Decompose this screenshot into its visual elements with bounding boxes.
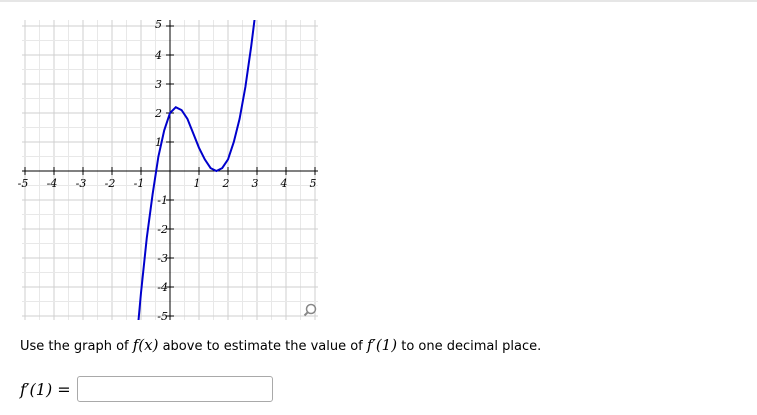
y-tick-label: 2 bbox=[155, 107, 162, 120]
y-tick-label: 1 bbox=[155, 136, 162, 149]
y-tick-label: -3 bbox=[157, 252, 168, 265]
x-tick-label: -1 bbox=[133, 177, 145, 190]
x-tick-label: 1 bbox=[193, 177, 201, 190]
y-tick-label: -1 bbox=[157, 194, 168, 207]
axes bbox=[22, 20, 318, 320]
x-tick-label: -5 bbox=[17, 177, 29, 190]
y-tick-label: -5 bbox=[157, 310, 168, 323]
magnifier-icon[interactable] bbox=[305, 305, 316, 316]
question-prefix: Use the graph of bbox=[20, 339, 133, 354]
y-tick-label: -2 bbox=[157, 223, 168, 236]
y-tick-label: 4 bbox=[155, 49, 162, 62]
x-tick-label: 5 bbox=[309, 177, 317, 190]
answer-input[interactable] bbox=[77, 376, 273, 402]
y-tick-label: -4 bbox=[157, 281, 168, 294]
y-tick-label: 5 bbox=[155, 18, 162, 31]
x-tick-label: 3 bbox=[251, 177, 259, 190]
x-tick-label: -3 bbox=[75, 177, 87, 190]
function-notation: f(x) bbox=[132, 336, 159, 354]
x-tick-label: 2 bbox=[222, 177, 230, 190]
question-suffix: to one decimal place. bbox=[397, 339, 542, 354]
x-tick-label: 4 bbox=[280, 177, 288, 190]
derivative-notation: f′(1) bbox=[366, 336, 398, 354]
question-middle: above to estimate the value of bbox=[158, 339, 367, 354]
x-tick-label: -2 bbox=[104, 177, 116, 190]
y-tick-label: 3 bbox=[155, 78, 162, 91]
question-text bbox=[20, 336, 541, 354]
answer-row bbox=[20, 374, 273, 404]
x-tick-label: -4 bbox=[46, 177, 58, 190]
answer-label: f′(1) = bbox=[20, 379, 71, 399]
